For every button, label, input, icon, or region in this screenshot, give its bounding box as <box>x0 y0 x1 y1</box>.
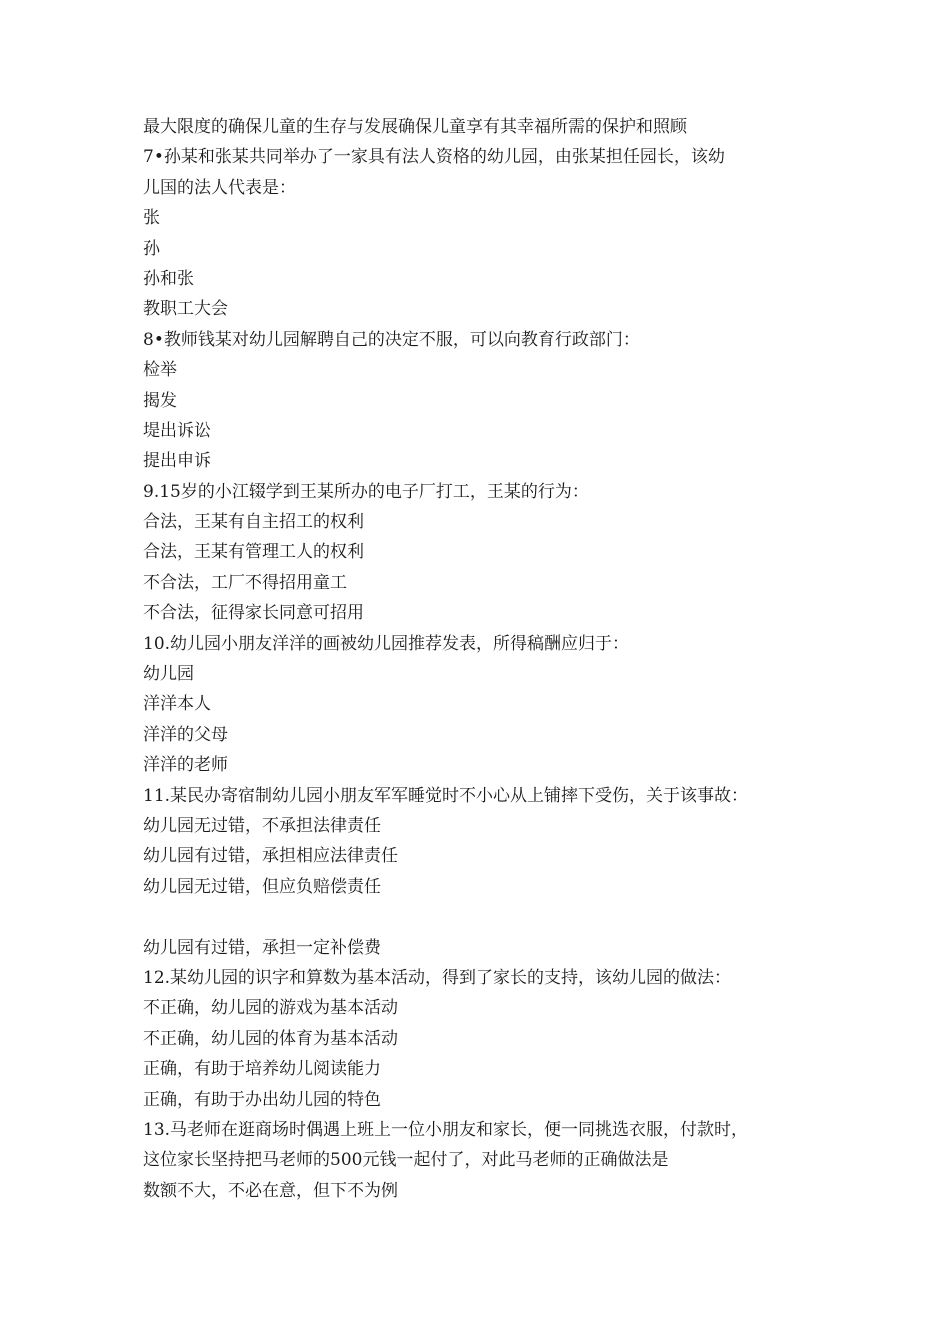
question-9-option: 不合法，征得家长同意可招用 <box>143 603 364 624</box>
question-11-option: 幼儿园无过错，不承担法律责任 <box>143 815 381 836</box>
question-10-option: 洋洋的父母 <box>143 724 228 745</box>
question-9-option: 合法，王某有自主招工的权利 <box>143 512 364 533</box>
question-11-option: 幼儿园有过错，承担一定补偿费 <box>143 937 381 958</box>
question-8-option: 堤出诉讼 <box>143 420 211 441</box>
question-9-option: 不合法，工厂不得招用童工 <box>143 572 347 593</box>
question-7-option: 教职工大会 <box>143 299 228 320</box>
text-line: 最大限度的确保儿童的生存与发展确保儿童享有其幸福所需的保护和照顾 <box>143 117 687 137</box>
document-body <box>143 112 823 1206</box>
question-8-option: 提出申诉 <box>143 451 211 472</box>
question-12-option: 不正确，幼儿园的游戏为基本活动 <box>143 998 398 1019</box>
question-11-option: 幼儿园有过错，承担相应法律责任 <box>143 846 398 867</box>
question-10-option: 幼儿园 <box>143 664 194 685</box>
question-13-option: 数额不大，不必在意，但下不为例 <box>143 1180 398 1201</box>
question-7-stem-cont: 儿国的法人代表是： <box>143 177 296 198</box>
blank-line <box>143 902 823 932</box>
question-12-stem: 12.某幼儿园的识字和算数为基本活动，得到了家长的支持，该幼儿园的做法： <box>143 967 732 988</box>
question-8-option: 揭发 <box>143 390 177 411</box>
question-13-stem-cont: 这位家长坚持把马老师的500元钱一起付了，对此马老师的正确做法是 <box>143 1150 669 1171</box>
question-8-option: 检举 <box>143 360 177 381</box>
question-7-option: 孙 <box>143 238 160 259</box>
question-9-option: 合法，王某有管理工人的权利 <box>143 542 364 563</box>
question-7-option: 张 <box>143 208 160 229</box>
question-10-option: 洋洋的老师 <box>143 755 228 776</box>
question-12-option: 正确，有助于办出幼儿园的特色 <box>143 1089 381 1110</box>
question-9-stem: 9.15岁的小江辍学到王某所办的电子厂打工，王某的行为： <box>143 481 589 502</box>
question-11-stem: 11.某民办寄宿制幼儿园小朋友军军睡觉时不小心从上铺摔下受伤，关于该事故： <box>143 785 749 806</box>
question-13-stem: 13.马老师在逛商场时偶遇上班上一位小朋友和家长，便一同挑选衣服，付款时， <box>143 1119 749 1140</box>
question-11-option: 幼儿园无过错，但应负赔偿责任 <box>143 876 381 897</box>
question-7-option: 孙和张 <box>143 268 194 289</box>
question-12-option: 正确，有助于培养幼儿阅读能力 <box>143 1059 381 1080</box>
question-7-stem: 7•孙某和张某共同举办了一家具有法人资格的幼儿园，由张某担任园长，该幼 <box>143 147 725 168</box>
question-10-option: 洋洋本人 <box>143 694 211 715</box>
question-8-stem: 8•教师钱某对幼儿园解聘自己的决定不服，可以向教育行政部门： <box>143 329 640 350</box>
question-12-option: 不正确，幼儿园的体育为基本活动 <box>143 1028 398 1049</box>
question-10-stem: 10.幼儿园小朋友洋洋的画被幼儿园推荐发表，所得稿酬应归于： <box>143 633 630 654</box>
